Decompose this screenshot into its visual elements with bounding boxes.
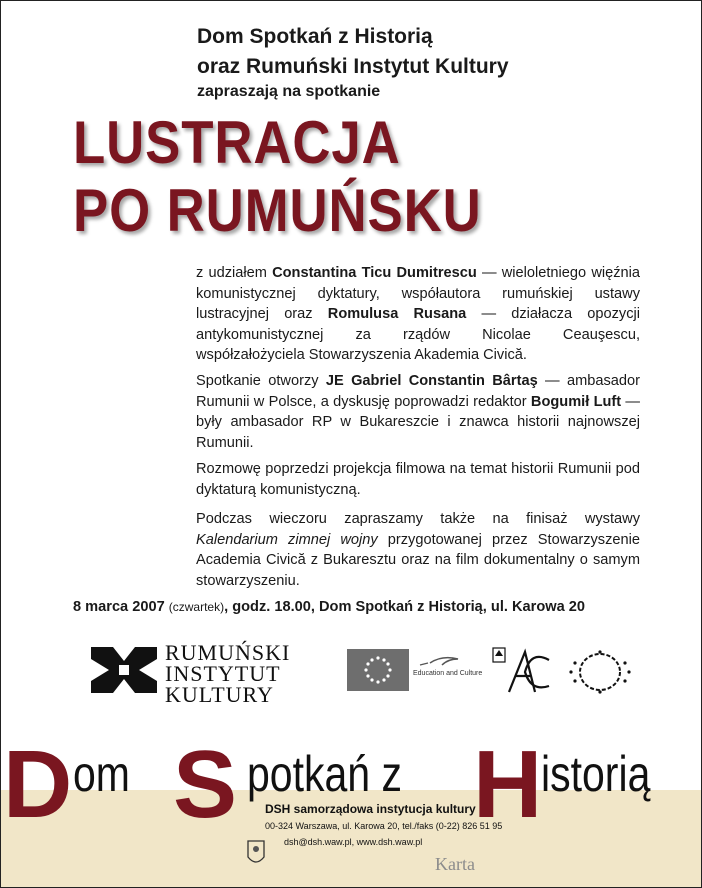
- rik-line-1: RUMUŃSKI: [165, 640, 291, 665]
- text-run: — wieloletniego więźnia komunistycznej dyktatury, współautora rumuńskiej ustawy lustracyjnej oraz: [196, 265, 640, 322]
- rik-line-2: INSTYTUT: [165, 661, 281, 686]
- text-run: z udziałem: [196, 265, 273, 281]
- wordmark-word-3: istorią: [541, 746, 651, 802]
- moderator-name: Bogumił Luft: [530, 393, 622, 410]
- warsaw-crest-icon: [246, 839, 266, 869]
- paragraph-guests: [196, 263, 640, 366]
- wordmark-letter-h: H: [473, 731, 543, 838]
- education-culture-label: Education and Culture: [413, 670, 483, 677]
- event-date: 8 marca 2007: [73, 599, 165, 615]
- rik-line-3: KULTURY: [165, 682, 274, 707]
- text-run: — działacza opozycji antykomunistycznej za rządów Nicolae Ceauşescu, współzałożyciela Stowarzyszenia Akademia Civică.: [196, 306, 640, 363]
- paragraph-exhibition: [196, 509, 640, 591]
- eu-flag-icon: [347, 649, 409, 691]
- event-time-place: , godz. 18.00, Dom Spotkań z Historią, ul. Karowa 20: [224, 599, 585, 615]
- guest-name-1: Constantina Ticu Dumitrescu: [272, 265, 477, 281]
- paragraph-film: [196, 459, 640, 500]
- organizer-line-1: Dom Spotkań z Historią: [197, 25, 433, 48]
- organizer-line-2: oraz Rumuński Instytut Kultury: [197, 55, 509, 78]
- footer-address: 00-324 Warszawa, ul. Karowa 20, tel./faks (0-22) 826 51 95: [265, 821, 503, 831]
- text-run: — były ambasador RP w Bukareszcie i znawca historii najnowszej Rumunii.: [196, 393, 640, 451]
- text-run: — ambasador Rumunii w Polsce, a dyskusję poprowadzi redaktor: [196, 373, 640, 410]
- text-run: Spotkanie otworzy: [196, 373, 326, 389]
- title-line-1: LUSTRACJA: [73, 109, 401, 176]
- title-line-2: PO RUMUŃSKU: [73, 177, 482, 244]
- wordmark-word-1: om: [73, 746, 130, 802]
- wordmark-letter-s: S: [173, 731, 238, 838]
- invitation-line: zapraszają na spotkanie: [197, 83, 381, 100]
- event-details: [73, 599, 673, 615]
- barbed-wire-stars-icon: [565, 649, 635, 695]
- wordmark-word-2: potkań z: [247, 746, 402, 802]
- paragraph-hosts: [196, 371, 640, 453]
- text-run: Rozmowę poprzedzi projekcja filmowa na temat historii Rumunii pod dyktaturą komunistyczną.: [196, 461, 640, 498]
- text-run: przygotowanej przez Stowarzyszenie Academia Civică z Bukaresztu oraz na film dokumentalny o samym stowarzyszeniu.: [196, 531, 640, 589]
- event-day: (czwartek): [168, 600, 225, 614]
- karta-logo: Karta: [435, 854, 475, 874]
- text-run: Podczas wieczoru zapraszamy także na finisaż wystawy: [196, 511, 640, 527]
- footer-institution: DSH samorządowa instytucja kultury: [265, 802, 476, 816]
- rik-logo-icon: [91, 637, 157, 703]
- exhibition-title: Kalendarium zimnej wojny: [196, 531, 378, 548]
- academia-civica-icon: [491, 646, 553, 696]
- guest-name-2: Romulusa Rusana: [327, 306, 467, 322]
- wordmark-letter-d: D: [3, 731, 73, 838]
- footer-contact: dsh@dsh.waw.pl, www.dsh.waw.pl: [284, 837, 423, 847]
- rik-logo-text: [165, 642, 290, 705]
- ambassador-name: JE Gabriel Constantin Bârtaş: [325, 373, 538, 389]
